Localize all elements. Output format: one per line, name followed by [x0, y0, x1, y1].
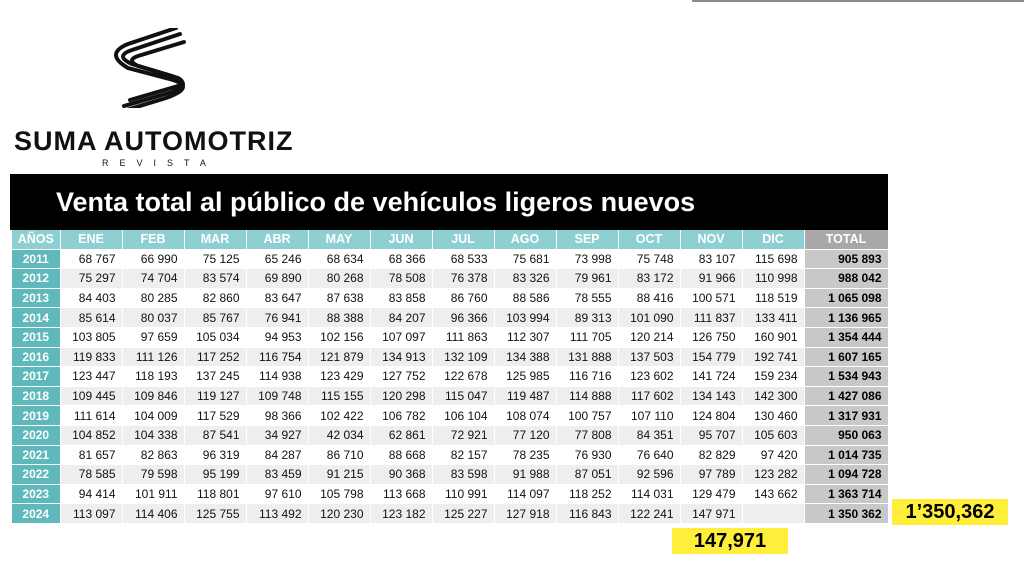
year-cell: 2015 — [12, 327, 60, 347]
value-cell: 91 966 — [680, 269, 742, 289]
value-cell: 119 833 — [60, 347, 122, 367]
value-cell: 78 508 — [370, 269, 432, 289]
value-cell: 110 998 — [742, 269, 804, 289]
value-cell: 126 750 — [680, 327, 742, 347]
value-cell: 106 782 — [370, 406, 432, 426]
value-cell: 82 157 — [432, 445, 494, 465]
top-divider-line — [692, 0, 1024, 2]
value-cell: 66 990 — [122, 249, 184, 269]
value-cell: 121 879 — [308, 347, 370, 367]
value-cell: 96 319 — [184, 445, 246, 465]
value-cell: 118 252 — [556, 484, 618, 504]
total-cell: 1 534 943 — [804, 367, 888, 387]
year-cell: 2021 — [12, 445, 60, 465]
value-cell: 95 199 — [184, 465, 246, 485]
value-cell: 88 668 — [370, 445, 432, 465]
value-cell: 114 938 — [246, 367, 308, 387]
value-cell: 143 662 — [742, 484, 804, 504]
value-cell: 80 285 — [122, 288, 184, 308]
value-cell: 118 801 — [184, 484, 246, 504]
value-cell: 87 638 — [308, 288, 370, 308]
value-cell: 86 760 — [432, 288, 494, 308]
header-cell-month: NOV — [680, 230, 742, 249]
value-cell: 133 411 — [742, 308, 804, 328]
value-cell: 116 843 — [556, 504, 618, 524]
value-cell: 123 182 — [370, 504, 432, 524]
value-cell: 118 193 — [122, 367, 184, 387]
value-cell: 34 927 — [246, 425, 308, 445]
value-cell: 73 998 — [556, 249, 618, 269]
total-cell: 988 042 — [804, 269, 888, 289]
value-cell: 105 034 — [184, 327, 246, 347]
value-cell: 97 420 — [742, 445, 804, 465]
value-cell: 109 445 — [60, 386, 122, 406]
value-cell: 84 287 — [246, 445, 308, 465]
value-cell: 83 172 — [618, 269, 680, 289]
value-cell: 111 614 — [60, 406, 122, 426]
value-cell: 84 351 — [618, 425, 680, 445]
value-cell: 78 585 — [60, 465, 122, 485]
table-row — [12, 288, 888, 308]
total-cell: 905 893 — [804, 249, 888, 269]
value-cell: 111 863 — [432, 327, 494, 347]
brand-subtitle: REVISTA — [102, 158, 217, 168]
value-cell: 113 668 — [370, 484, 432, 504]
value-cell: 94 953 — [246, 327, 308, 347]
value-cell: 134 388 — [494, 347, 556, 367]
value-cell: 83 326 — [494, 269, 556, 289]
value-cell: 77 120 — [494, 425, 556, 445]
value-cell: 154 779 — [680, 347, 742, 367]
value-cell: 75 297 — [60, 269, 122, 289]
value-cell: 100 757 — [556, 406, 618, 426]
total-cell: 1 136 965 — [804, 308, 888, 328]
value-cell: 88 416 — [618, 288, 680, 308]
table-row — [12, 504, 888, 524]
value-cell: 124 804 — [680, 406, 742, 426]
value-cell: 105 798 — [308, 484, 370, 504]
value-cell: 82 860 — [184, 288, 246, 308]
value-cell: 160 901 — [742, 327, 804, 347]
header-cell-month: MAY — [308, 230, 370, 249]
value-cell: 79 961 — [556, 269, 618, 289]
value-cell: 114 406 — [122, 504, 184, 524]
value-cell: 84 403 — [60, 288, 122, 308]
title-bar — [10, 174, 888, 230]
value-cell: 82 829 — [680, 445, 742, 465]
total-cell: 1 350 362 — [804, 504, 888, 524]
highlight-nov-2024: 147,971 — [672, 528, 788, 554]
value-cell: 105 603 — [742, 425, 804, 445]
value-cell: 134 143 — [680, 386, 742, 406]
year-cell: 2017 — [12, 367, 60, 387]
value-cell: 117 602 — [618, 386, 680, 406]
value-cell: 117 252 — [184, 347, 246, 367]
value-cell: 134 913 — [370, 347, 432, 367]
value-cell: 112 307 — [494, 327, 556, 347]
value-cell — [742, 504, 804, 524]
value-cell: 83 574 — [184, 269, 246, 289]
value-cell: 119 127 — [184, 386, 246, 406]
table-row — [12, 386, 888, 406]
value-cell: 108 074 — [494, 406, 556, 426]
value-cell: 91 215 — [308, 465, 370, 485]
table-row — [12, 308, 888, 328]
value-cell: 76 941 — [246, 308, 308, 328]
table-row — [12, 269, 888, 289]
value-cell: 113 097 — [60, 504, 122, 524]
value-cell: 88 388 — [308, 308, 370, 328]
value-cell: 127 918 — [494, 504, 556, 524]
value-cell: 85 767 — [184, 308, 246, 328]
value-cell: 83 647 — [246, 288, 308, 308]
value-cell: 109 846 — [122, 386, 184, 406]
header-cell-month: JUL — [432, 230, 494, 249]
value-cell: 102 422 — [308, 406, 370, 426]
value-cell: 120 230 — [308, 504, 370, 524]
header-cell-month: SEP — [556, 230, 618, 249]
value-cell: 127 752 — [370, 367, 432, 387]
value-cell: 115 155 — [308, 386, 370, 406]
value-cell: 100 571 — [680, 288, 742, 308]
table-row — [12, 445, 888, 465]
year-cell: 2023 — [12, 484, 60, 504]
value-cell: 74 704 — [122, 269, 184, 289]
value-cell: 125 755 — [184, 504, 246, 524]
value-cell: 69 890 — [246, 269, 308, 289]
value-cell: 123 602 — [618, 367, 680, 387]
value-cell: 117 529 — [184, 406, 246, 426]
total-cell: 1 065 098 — [804, 288, 888, 308]
value-cell: 137 245 — [184, 367, 246, 387]
value-cell: 96 366 — [432, 308, 494, 328]
value-cell: 97 610 — [246, 484, 308, 504]
year-cell: 2016 — [12, 347, 60, 367]
value-cell: 113 492 — [246, 504, 308, 524]
value-cell: 83 598 — [432, 465, 494, 485]
value-cell: 76 378 — [432, 269, 494, 289]
header-cell-month: MAR — [184, 230, 246, 249]
value-cell: 103 994 — [494, 308, 556, 328]
table-row — [12, 465, 888, 485]
table-row — [12, 327, 888, 347]
value-cell: 75 748 — [618, 249, 680, 269]
value-cell: 114 031 — [618, 484, 680, 504]
value-cell: 104 852 — [60, 425, 122, 445]
value-cell: 119 487 — [494, 386, 556, 406]
year-cell: 2012 — [12, 269, 60, 289]
value-cell: 90 368 — [370, 465, 432, 485]
value-cell: 97 659 — [122, 327, 184, 347]
value-cell: 89 313 — [556, 308, 618, 328]
header-cell-month: ENE — [60, 230, 122, 249]
table-row — [12, 425, 888, 445]
value-cell: 76 930 — [556, 445, 618, 465]
value-cell: 98 366 — [246, 406, 308, 426]
value-cell: 75 125 — [184, 249, 246, 269]
value-cell: 81 657 — [60, 445, 122, 465]
value-cell: 132 109 — [432, 347, 494, 367]
value-cell: 104 338 — [122, 425, 184, 445]
year-cell: 2024 — [12, 504, 60, 524]
value-cell: 82 863 — [122, 445, 184, 465]
year-cell: 2018 — [12, 386, 60, 406]
header-cell-year: AÑOS — [12, 230, 60, 249]
value-cell: 76 640 — [618, 445, 680, 465]
value-cell: 116 754 — [246, 347, 308, 367]
value-cell: 75 681 — [494, 249, 556, 269]
value-cell: 94 414 — [60, 484, 122, 504]
total-cell: 1 363 714 — [804, 484, 888, 504]
value-cell: 102 156 — [308, 327, 370, 347]
value-cell: 137 503 — [618, 347, 680, 367]
value-cell: 106 104 — [432, 406, 494, 426]
value-cell: 92 596 — [618, 465, 680, 485]
value-cell: 91 988 — [494, 465, 556, 485]
suma-s-logo-icon — [110, 28, 210, 108]
value-cell: 77 808 — [556, 425, 618, 445]
value-cell: 87 051 — [556, 465, 618, 485]
value-cell: 65 246 — [246, 249, 308, 269]
table-body — [12, 249, 888, 523]
value-cell: 79 598 — [122, 465, 184, 485]
value-cell: 122 241 — [618, 504, 680, 524]
page-title: Venta total al público de vehículos ligeros nuevos — [56, 187, 696, 217]
total-cell: 1 317 931 — [804, 406, 888, 426]
value-cell: 85 614 — [60, 308, 122, 328]
year-cell: 2020 — [12, 425, 60, 445]
total-cell: 1 354 444 — [804, 327, 888, 347]
value-cell: 110 991 — [432, 484, 494, 504]
value-cell: 111 126 — [122, 347, 184, 367]
value-cell: 87 541 — [184, 425, 246, 445]
value-cell: 123 429 — [308, 367, 370, 387]
value-cell: 68 366 — [370, 249, 432, 269]
value-cell: 68 767 — [60, 249, 122, 269]
value-cell: 68 634 — [308, 249, 370, 269]
value-cell: 88 586 — [494, 288, 556, 308]
header-cell-month: JUN — [370, 230, 432, 249]
value-cell: 101 911 — [122, 484, 184, 504]
value-cell: 114 097 — [494, 484, 556, 504]
value-cell: 68 533 — [432, 249, 494, 269]
brand-logo — [10, 28, 310, 168]
table-row — [12, 347, 888, 367]
value-cell: 72 921 — [432, 425, 494, 445]
sales-table — [12, 230, 889, 524]
year-cell: 2019 — [12, 406, 60, 426]
value-cell: 101 090 — [618, 308, 680, 328]
table-row — [12, 367, 888, 387]
value-cell: 84 207 — [370, 308, 432, 328]
table-row — [12, 406, 888, 426]
header-cell-total: TOTAL — [804, 230, 888, 249]
value-cell: 130 460 — [742, 406, 804, 426]
value-cell: 111 705 — [556, 327, 618, 347]
value-cell: 104 009 — [122, 406, 184, 426]
value-cell: 103 805 — [60, 327, 122, 347]
value-cell: 80 037 — [122, 308, 184, 328]
value-cell: 123 282 — [742, 465, 804, 485]
value-cell: 116 716 — [556, 367, 618, 387]
value-cell: 147 971 — [680, 504, 742, 524]
value-cell: 159 234 — [742, 367, 804, 387]
value-cell: 141 724 — [680, 367, 742, 387]
value-cell: 120 298 — [370, 386, 432, 406]
value-cell: 109 748 — [246, 386, 308, 406]
header-cell-month: DIC — [742, 230, 804, 249]
value-cell: 78 555 — [556, 288, 618, 308]
value-cell: 107 097 — [370, 327, 432, 347]
value-cell: 122 678 — [432, 367, 494, 387]
header-cell-month: ABR — [246, 230, 308, 249]
year-cell: 2014 — [12, 308, 60, 328]
table-row — [12, 484, 888, 504]
value-cell: 115 047 — [432, 386, 494, 406]
header-cell-month: OCT — [618, 230, 680, 249]
brand-name: SUMA AUTOMOTRIZ — [14, 126, 294, 156]
value-cell: 62 861 — [370, 425, 432, 445]
value-cell: 125 227 — [432, 504, 494, 524]
value-cell: 83 459 — [246, 465, 308, 485]
value-cell: 97 789 — [680, 465, 742, 485]
value-cell: 107 110 — [618, 406, 680, 426]
value-cell: 86 710 — [308, 445, 370, 465]
table-header-row — [12, 230, 888, 249]
value-cell: 125 985 — [494, 367, 556, 387]
total-cell: 1 014 735 — [804, 445, 888, 465]
year-cell: 2022 — [12, 465, 60, 485]
value-cell: 129 479 — [680, 484, 742, 504]
total-cell: 1 607 165 — [804, 347, 888, 367]
value-cell: 123 447 — [60, 367, 122, 387]
table-row — [12, 249, 888, 269]
header-cell-month: AGO — [494, 230, 556, 249]
value-cell: 142 300 — [742, 386, 804, 406]
total-cell: 1 094 728 — [804, 465, 888, 485]
total-cell: 950 063 — [804, 425, 888, 445]
highlight-total-2024: 1’350,362 — [892, 499, 1008, 525]
value-cell: 95 707 — [680, 425, 742, 445]
year-cell: 2013 — [12, 288, 60, 308]
value-cell: 120 214 — [618, 327, 680, 347]
value-cell: 115 698 — [742, 249, 804, 269]
value-cell: 83 107 — [680, 249, 742, 269]
value-cell: 114 888 — [556, 386, 618, 406]
total-cell: 1 427 086 — [804, 386, 888, 406]
value-cell: 192 741 — [742, 347, 804, 367]
value-cell: 78 235 — [494, 445, 556, 465]
year-cell: 2011 — [12, 249, 60, 269]
value-cell: 131 888 — [556, 347, 618, 367]
value-cell: 42 034 — [308, 425, 370, 445]
value-cell: 111 837 — [680, 308, 742, 328]
value-cell: 118 519 — [742, 288, 804, 308]
value-cell: 80 268 — [308, 269, 370, 289]
header-cell-month: FEB — [122, 230, 184, 249]
value-cell: 83 858 — [370, 288, 432, 308]
